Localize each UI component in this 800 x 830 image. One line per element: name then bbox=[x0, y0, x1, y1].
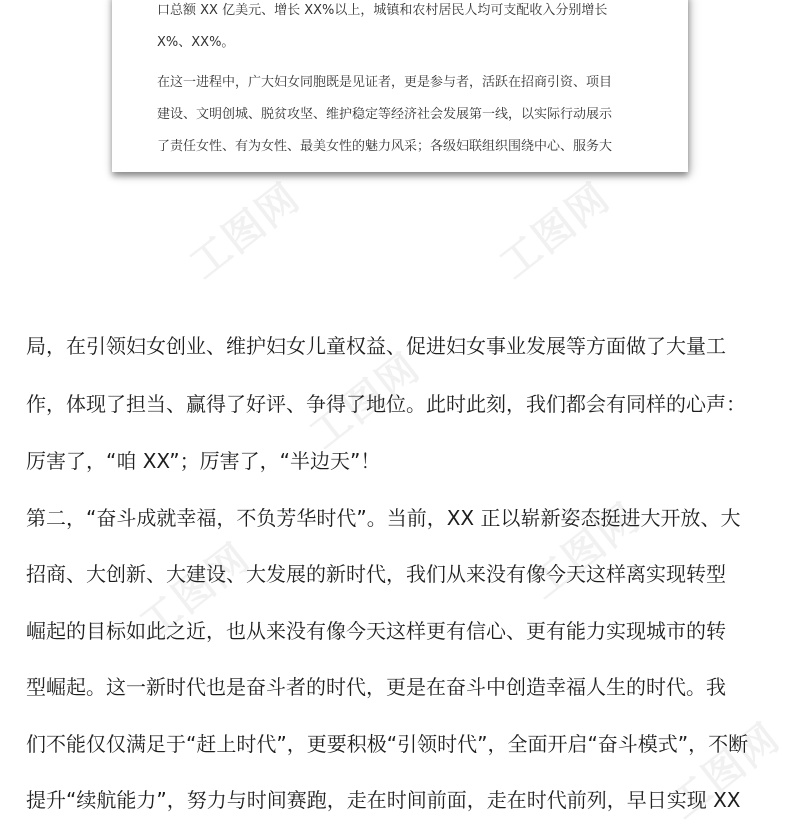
paragraph-line: 们不能仅仅满足于“赶上时代”，更要积极“引领时代”，全面开启“奋斗模式”，不断 bbox=[26, 732, 749, 756]
paragraph-line: 口总额 XX 亿美元、增长 XX%以上，城镇和农村居民人均可支配收入分别增长 bbox=[157, 3, 608, 18]
watermark: 工图网 bbox=[521, 494, 649, 609]
paragraph-line: 提升“续航能力”，努力与时间赛跑，走在时间前面，走在时代前列，早日实现 XX bbox=[26, 788, 741, 812]
watermark: 工图网 bbox=[661, 714, 789, 829]
watermark: 工图网 bbox=[301, 344, 429, 459]
document-page-preview bbox=[112, 0, 688, 172]
paragraph-line: 招商、大创新、大建设、大发展的新时代，我们从来没有像今天这样离实现转型 bbox=[26, 562, 726, 586]
paragraph-line: 作，体现了担当、赢得了好评、争得了地位。此时此刻，我们都会有同样的心声： bbox=[26, 392, 746, 416]
paragraph-line: 了责任女性、有为女性、最美女性的魅力风采；各级妇联组织围绕中心、服务大 bbox=[157, 139, 613, 154]
paragraph-line: 建设、文明创城、脱贫攻坚、维护稳定等经济社会发展第一线，以实际行动展示 bbox=[157, 107, 613, 122]
watermark: 工图网 bbox=[131, 534, 259, 649]
paragraph-line: 厉害了，“咱 XX”；厉害了，“半边天”！ bbox=[26, 449, 381, 473]
paragraph-line: 局，在引领妇女创业、维护妇女儿童权益、促进妇女事业发展等方面做了大量工 bbox=[26, 334, 726, 358]
paragraph-line: 第二，“奋斗成就幸福，不负芳华时代”。当前，XX 正以崭新姿态挺进大开放、大 bbox=[26, 506, 741, 530]
paragraph-line: 在这一进程中，广大妇女同胞既是见证者，更是参与者，活跃在招商引资、项目 bbox=[157, 75, 613, 90]
paragraph-line: X%、XX%。 bbox=[157, 35, 235, 50]
paragraph-line: 崛起的目标如此之近，也从来没有像今天这样更有信心、更有能力实现城市的转 bbox=[26, 619, 726, 643]
watermark: 工图网 bbox=[491, 174, 619, 289]
paragraph-line: 型崛起。这一新时代也是奋斗者的时代，更是在奋斗中创造幸福人生的时代。我 bbox=[26, 675, 726, 699]
watermark: 工图网 bbox=[181, 174, 309, 289]
